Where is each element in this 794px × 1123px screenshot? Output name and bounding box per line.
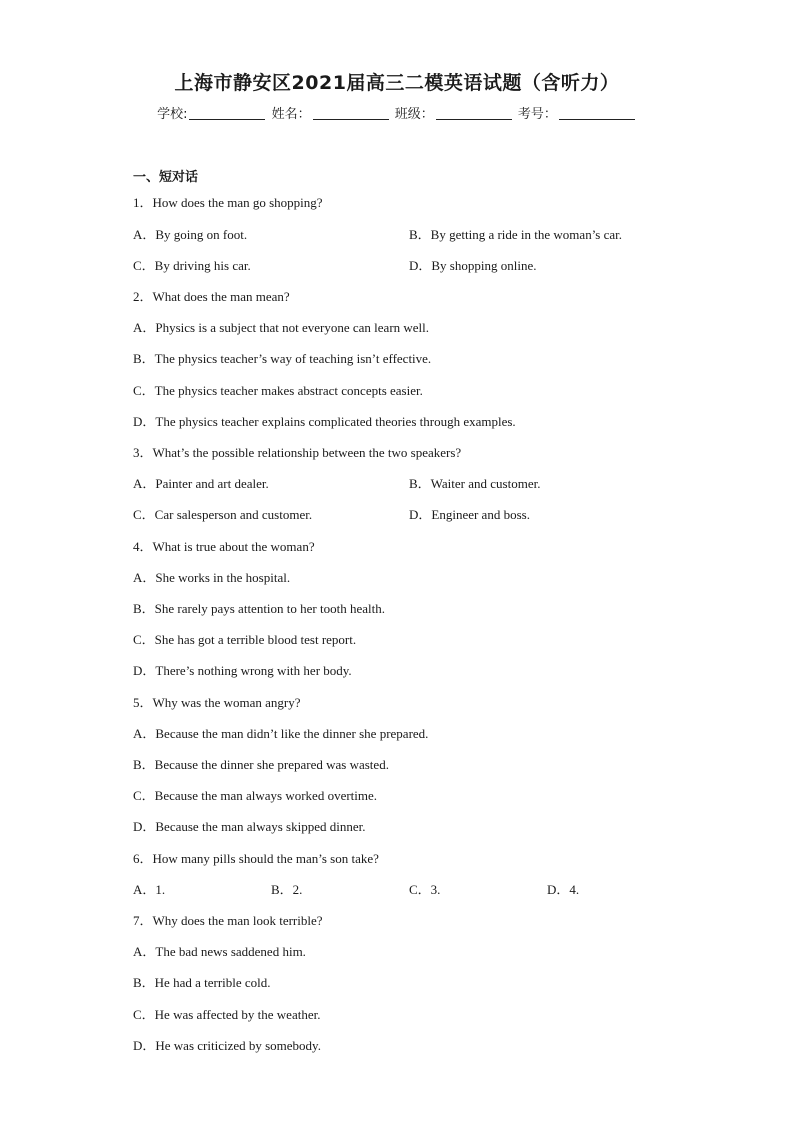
option-1a: A．By going on foot. [133, 227, 248, 242]
name-blank[interactable] [313, 107, 389, 120]
option-7d: D．He was criticized by somebody. [133, 1038, 321, 1053]
page-title: 上海市静安区2021届高三二模英语试题（含听力） [174, 72, 620, 94]
option-4c: C．She has got a terrible blood test report. [133, 632, 357, 647]
question-6: 6．How many pills should the man’s son take? [133, 851, 379, 866]
option-5c: C．Because the man always worked overtime. [133, 788, 378, 803]
name-label: 姓名： [271, 107, 311, 122]
option-7b: B．He had a terrible cold. [133, 975, 271, 990]
option-4d: D．There’s nothing wrong with her body. [133, 663, 352, 678]
option-1d: D．By shopping online. [409, 258, 537, 273]
option-6d: D．4. [547, 882, 580, 897]
option-3d: D．Engineer and boss. [409, 507, 530, 522]
option-2a: A．Physics is a subject that not everyone can learn well. [133, 320, 430, 335]
school-blank[interactable] [189, 107, 265, 120]
option-6a: A．1. [133, 882, 166, 897]
question-4: 4．What is true about the woman? [133, 539, 315, 554]
option-4a: A．She works in the hospital. [133, 570, 291, 585]
question-7: 7．Why does the man look terrible? [133, 913, 323, 928]
option-3a: A．Painter and art dealer. [133, 476, 269, 491]
class-label: 班级： [394, 107, 434, 122]
student-info-row [0, 103, 794, 122]
question-1: 1．How does the man go shopping? [133, 195, 323, 210]
question-5: 5．Why was the woman angry? [133, 695, 301, 710]
option-6b: B．2. [271, 882, 303, 897]
question-2: 2．What does the man mean? [133, 289, 290, 304]
option-1c: C．By driving his car. [133, 258, 251, 273]
number-label: 考号： [517, 107, 557, 122]
class-blank[interactable] [436, 107, 512, 120]
option-2c: C．The physics teacher makes abstract concepts easier. [133, 383, 423, 398]
section-title: 一、短对话 [133, 170, 199, 185]
question-3: 3．What’s the possible relationship between the two speakers? [133, 445, 462, 460]
option-1b: B．By getting a ride in the woman’s car. [409, 227, 623, 242]
option-3c: C．Car salesperson and customer. [133, 507, 313, 522]
number-blank[interactable] [559, 107, 635, 120]
option-4b: B．She rarely pays attention to her tooth health. [133, 601, 385, 616]
option-2b: B．The physics teacher’s way of teaching isn’t effective. [133, 351, 432, 366]
option-7a: A．The bad news saddened him. [133, 944, 306, 959]
option-5a: A．Because the man didn’t like the dinner she prepared. [133, 726, 429, 741]
option-3b: B．Waiter and customer. [409, 476, 541, 491]
option-7c: C．He was affected by the weather. [133, 1007, 321, 1022]
option-5d: D．Because the man always skipped dinner. [133, 819, 366, 834]
option-6c: C．3. [409, 882, 441, 897]
option-2d: D．The physics teacher explains complicated theories through examples. [133, 414, 516, 429]
school-label: 学校: [157, 107, 188, 122]
option-5b: B．Because the dinner she prepared was wasted. [133, 757, 389, 772]
